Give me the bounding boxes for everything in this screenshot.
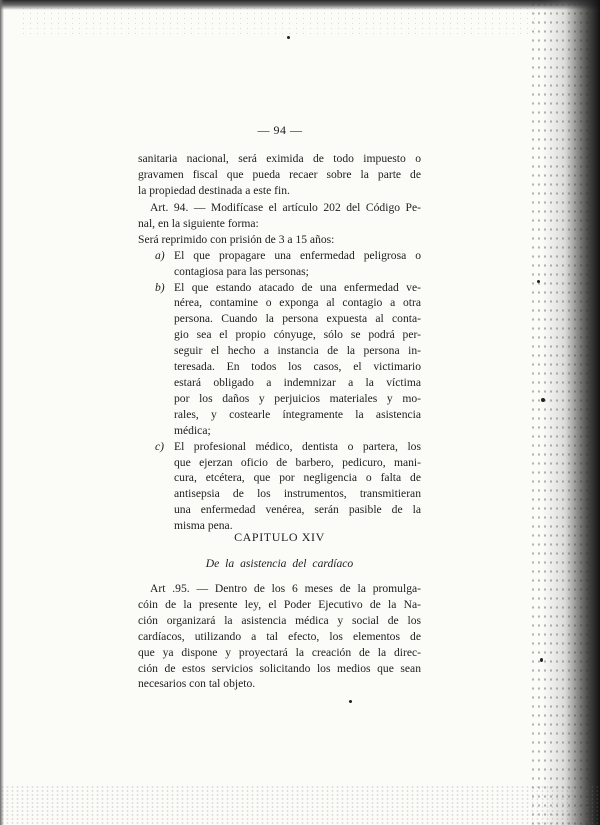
list-marker: a) <box>155 248 165 262</box>
text-line: que ya dispone y proyectará la creación de la direc- <box>138 645 421 659</box>
text-line: El que propagare una enfermedad peligrosa o <box>174 248 421 262</box>
article-95 <box>138 581 421 692</box>
chapter-title: CAPITULO XIV <box>234 530 325 544</box>
text-line: médica; <box>174 423 211 437</box>
list-item-a <box>138 248 421 280</box>
scan-speck <box>349 700 352 703</box>
chapter-subtitle: De la asistencia del cardíaco <box>205 557 354 570</box>
list-marker: b) <box>155 280 165 294</box>
text-line: El que estando atacado de una enfermedad ve- <box>174 280 421 294</box>
text-line: cura, etcétera, que por negligencia o falta de <box>174 471 421 485</box>
text-line: rales, y costearle íntegramente la asistencia <box>174 407 421 421</box>
text-line: cardíacos, utilizando a tal efecto, los elementos de <box>138 629 421 643</box>
text-line: nérea, contamine o exponga al contagio a otra <box>174 296 421 310</box>
page-number: — 94 — <box>257 123 303 137</box>
text-line: sanitaria nacional, será eximida de todo impuesto o <box>138 152 421 165</box>
text-line: teresada. En todos los casos, el victimario <box>174 360 421 374</box>
text-line: que ejerzan oficio de barbero, pedicuro, mani- <box>174 455 421 469</box>
text-line: una enfermedad venérea, serán pasible de la <box>174 503 421 517</box>
list-item-c <box>138 439 421 534</box>
text-line: misma pena. <box>174 519 233 533</box>
text-line: ción organizará la asistencia médica y social de los <box>138 613 421 627</box>
text-line: contagiosa para las personas; <box>174 264 309 278</box>
text-line: la propiedad destinada a este fin. <box>138 183 290 197</box>
paragraph-intro <box>138 151 421 199</box>
text-line: ción de estos servicios solicitando los medios que sean <box>138 661 421 675</box>
text-line: persona. Cuando la persona expuesta al conta- <box>174 312 421 326</box>
scan-speck <box>540 658 543 662</box>
text-line: Será reprimido con prisión de 3 a 15 años: <box>138 232 335 246</box>
scan-noise-top <box>20 6 540 36</box>
text-line: gio sea el propio cónyuge, sólo se podrá per- <box>174 328 421 342</box>
text-line: cóin de la presente ley, el Poder Ejecutivo de la Na- <box>138 597 421 611</box>
scan-speck <box>287 36 290 39</box>
text-line: seguir el hecho a instancia de la persona in- <box>174 344 421 358</box>
text-line: antisepsia de los instrumentos, transmitieran <box>174 487 421 501</box>
scan-speck <box>541 398 545 402</box>
list-marker: c) <box>155 439 165 453</box>
text-line: necesarios con tal objeto. <box>138 677 256 691</box>
article-94 <box>138 200 421 534</box>
text-line: por los daños y perjuicios materiales y mo- <box>174 391 421 405</box>
text-line: El profesional médico, dentista o partera, los <box>174 439 421 453</box>
text-line: nal, en la siguiente forma: <box>138 216 259 230</box>
text-line: Art .95. — Dentro de los 6 meses de la promulga- <box>150 582 421 595</box>
text-line: estará obligado a indemnizar a la víctima <box>174 375 421 389</box>
scan-noise-bottom <box>0 785 600 825</box>
text-line: gravamen fiscal que pueda recaer sobre la parte de <box>138 167 421 181</box>
scan-speck <box>537 280 540 283</box>
list-item-b <box>138 280 421 439</box>
text-line: Art. 94. — Modifícase el artículo 202 del Código Pe- <box>150 201 421 214</box>
